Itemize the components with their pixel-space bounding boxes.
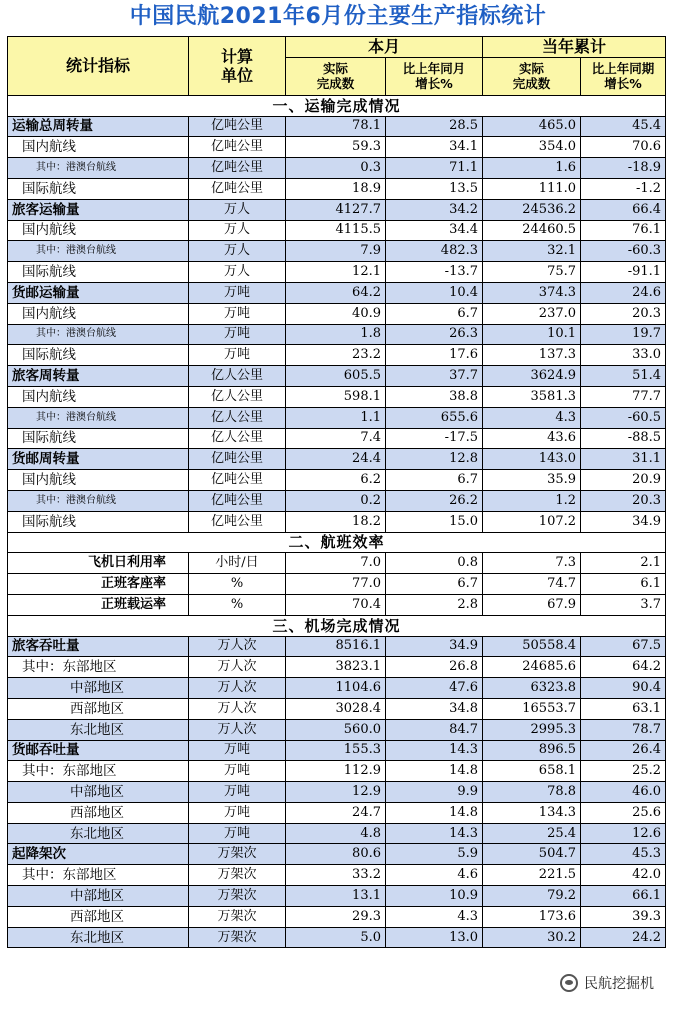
month-actual: 33.2: [286, 865, 386, 886]
table-row: [8, 574, 666, 595]
row-unit: %: [189, 574, 286, 595]
ytd-yoy: 66.4: [581, 199, 666, 220]
month-actual: 40.9: [286, 303, 386, 324]
row-label: 国内航线: [8, 220, 189, 241]
row-unit: 万人次: [189, 698, 286, 719]
row-unit: 万吨: [189, 345, 286, 366]
month-actual: 18.2: [286, 511, 386, 532]
row-label: 运输总周转量: [8, 116, 189, 137]
ytd-actual: 143.0: [483, 449, 581, 470]
ytd-yoy: 20.3: [581, 490, 666, 511]
month-actual: 5.0: [286, 927, 386, 948]
row-label: 其中：港澳台航线: [8, 158, 189, 179]
header-indicator: 统计指标: [8, 37, 189, 96]
ytd-yoy: -88.5: [581, 428, 666, 449]
ytd-yoy: 70.6: [581, 137, 666, 158]
month-yoy: 47.6: [386, 678, 483, 699]
ytd-yoy: 45.3: [581, 844, 666, 865]
ytd-yoy: 33.0: [581, 345, 666, 366]
ytd-actual: 4.3: [483, 407, 581, 428]
row-unit: 万吨: [189, 324, 286, 345]
month-actual: 24.4: [286, 449, 386, 470]
month-actual: 605.5: [286, 366, 386, 387]
row-unit: 亿吨公里: [189, 449, 286, 470]
ytd-actual: 896.5: [483, 740, 581, 761]
ytd-yoy: 67.5: [581, 636, 666, 657]
header-unit: [189, 37, 286, 96]
month-actual: 7.0: [286, 553, 386, 574]
ytd-yoy: 77.7: [581, 386, 666, 407]
ytd-actual: 107.2: [483, 511, 581, 532]
ytd-yoy: 46.0: [581, 782, 666, 803]
ytd-actual: 137.3: [483, 345, 581, 366]
month-yoy: 4.6: [386, 865, 483, 886]
row-label: 国际航线: [8, 428, 189, 449]
row-label: 旅客运输量: [8, 199, 189, 220]
table-row: [8, 657, 666, 678]
row-unit: 万吨: [189, 782, 286, 803]
row-label: 国内航线: [8, 303, 189, 324]
table-row: [8, 844, 666, 865]
month-yoy: 34.8: [386, 698, 483, 719]
row-unit: 万人次: [189, 719, 286, 740]
ytd-actual: 50558.4: [483, 636, 581, 657]
row-label: 国内航线: [8, 137, 189, 158]
table-row: [8, 511, 666, 532]
month-actual: 8516.1: [286, 636, 386, 657]
table-row: [8, 678, 666, 699]
ytd-actual: 24685.6: [483, 657, 581, 678]
month-yoy: 17.6: [386, 345, 483, 366]
ytd-yoy: 25.6: [581, 802, 666, 823]
month-actual: 12.9: [286, 782, 386, 803]
row-label: 国内航线: [8, 470, 189, 491]
row-unit: 万人次: [189, 657, 286, 678]
row-unit: 亿吨公里: [189, 470, 286, 491]
row-label: 国际航线: [8, 262, 189, 283]
row-label: 西部地区: [8, 906, 189, 927]
month-yoy: 4.3: [386, 906, 483, 927]
row-label: 国内航线: [8, 386, 189, 407]
row-label: 其中：港澳台航线: [8, 490, 189, 511]
row-label: 正班客座率: [8, 574, 189, 595]
table-row: [8, 116, 666, 137]
ytd-actual: 43.6: [483, 428, 581, 449]
table-row: [8, 158, 666, 179]
table-row: [8, 823, 666, 844]
row-unit: 万架次: [189, 844, 286, 865]
month-yoy: 6.7: [386, 574, 483, 595]
month-actual: 0.2: [286, 490, 386, 511]
row-unit: 万吨: [189, 802, 286, 823]
row-label: 货邮周转量: [8, 449, 189, 470]
month-yoy: 26.8: [386, 657, 483, 678]
ytd-yoy: 51.4: [581, 366, 666, 387]
ytd-actual: 173.6: [483, 906, 581, 927]
row-label: 西部地区: [8, 698, 189, 719]
header-ytd-yoy: [581, 57, 666, 95]
ytd-actual: 24460.5: [483, 220, 581, 241]
month-yoy: -17.5: [386, 428, 483, 449]
ytd-yoy: 19.7: [581, 324, 666, 345]
ytd-yoy: 64.2: [581, 657, 666, 678]
section-header: [8, 615, 666, 636]
row-label: 中部地区: [8, 678, 189, 699]
month-actual: 1.8: [286, 324, 386, 345]
row-unit: 万架次: [189, 865, 286, 886]
month-actual: 59.3: [286, 137, 386, 158]
table-row: [8, 470, 666, 491]
month-actual: 3823.1: [286, 657, 386, 678]
month-yoy: 15.0: [386, 511, 483, 532]
month-actual: 560.0: [286, 719, 386, 740]
header-month-yoy-line1: 比上年同月: [402, 61, 466, 77]
row-unit: 万人次: [189, 678, 286, 699]
row-unit: 万吨: [189, 282, 286, 303]
row-label: 旅客周转量: [8, 366, 189, 387]
row-unit: 万吨: [189, 761, 286, 782]
ytd-yoy: 24.2: [581, 927, 666, 948]
table-row: [8, 428, 666, 449]
row-unit: 万人: [189, 262, 286, 283]
header-ytd-actual-line1: 实际: [519, 61, 545, 77]
month-actual: 77.0: [286, 574, 386, 595]
month-yoy: 13.0: [386, 927, 483, 948]
row-label: 其中：东部地区: [8, 865, 189, 886]
ytd-actual: 658.1: [483, 761, 581, 782]
ytd-actual: 465.0: [483, 116, 581, 137]
ytd-actual: 79.2: [483, 886, 581, 907]
ytd-yoy: 26.4: [581, 740, 666, 761]
month-yoy: 26.2: [386, 490, 483, 511]
ytd-actual: 78.8: [483, 782, 581, 803]
ytd-yoy: 45.4: [581, 116, 666, 137]
header-ytd-yoy-line2: 增长%: [604, 76, 642, 92]
month-yoy: 37.7: [386, 366, 483, 387]
header-row-1: [8, 37, 666, 58]
table-row: [8, 449, 666, 470]
table-row: [8, 782, 666, 803]
section-title: 三、机场完成情况: [8, 615, 666, 636]
table-row: [8, 802, 666, 823]
month-yoy: 6.7: [386, 470, 483, 491]
table-row: [8, 282, 666, 303]
month-yoy: 26.3: [386, 324, 483, 345]
ytd-actual: 354.0: [483, 137, 581, 158]
row-unit: %: [189, 594, 286, 615]
ytd-yoy: 42.0: [581, 865, 666, 886]
row-unit: 万吨: [189, 740, 286, 761]
watermark: [556, 972, 658, 994]
row-label: 中部地区: [8, 886, 189, 907]
table-row: [8, 324, 666, 345]
ytd-yoy: 12.6: [581, 823, 666, 844]
row-unit: 万吨: [189, 823, 286, 844]
month-actual: 1.1: [286, 407, 386, 428]
table-row: [8, 719, 666, 740]
ytd-yoy: 90.4: [581, 678, 666, 699]
table-row: [8, 865, 666, 886]
ytd-actual: 504.7: [483, 844, 581, 865]
row-unit: 万架次: [189, 886, 286, 907]
row-unit: 亿吨公里: [189, 490, 286, 511]
ytd-yoy: 31.1: [581, 449, 666, 470]
month-actual: 78.1: [286, 116, 386, 137]
ytd-yoy: 66.1: [581, 886, 666, 907]
row-label: 东北地区: [8, 927, 189, 948]
row-label: 其中：港澳台航线: [8, 241, 189, 262]
ytd-yoy: 20.3: [581, 303, 666, 324]
month-actual: 23.2: [286, 345, 386, 366]
ytd-actual: 35.9: [483, 470, 581, 491]
section-title: 一、运输完成情况: [8, 95, 666, 116]
header-month: 本月: [286, 37, 483, 58]
month-actual: 4127.7: [286, 199, 386, 220]
table-row: [8, 698, 666, 719]
ytd-actual: 1.6: [483, 158, 581, 179]
section-title: 二、航班效率: [8, 532, 666, 553]
section-header: [8, 532, 666, 553]
row-label: 中部地区: [8, 782, 189, 803]
table-row: [8, 178, 666, 199]
ytd-yoy: -60.5: [581, 407, 666, 428]
row-label: 国际航线: [8, 178, 189, 199]
table-row: [8, 137, 666, 158]
ytd-actual: 24536.2: [483, 199, 581, 220]
month-actual: 80.6: [286, 844, 386, 865]
month-yoy: 34.4: [386, 220, 483, 241]
row-unit: 亿人公里: [189, 386, 286, 407]
row-label: 正班载运率: [8, 594, 189, 615]
ytd-actual: 134.3: [483, 802, 581, 823]
table-row: [8, 636, 666, 657]
month-yoy: 655.6: [386, 407, 483, 428]
month-yoy: -13.7: [386, 262, 483, 283]
ytd-yoy: 24.6: [581, 282, 666, 303]
month-actual: 6.2: [286, 470, 386, 491]
row-label: 国际航线: [8, 511, 189, 532]
ytd-actual: 7.3: [483, 553, 581, 574]
table-row: [8, 594, 666, 615]
table-row: [8, 220, 666, 241]
ytd-yoy: 25.2: [581, 761, 666, 782]
row-unit: 万架次: [189, 927, 286, 948]
month-actual: 24.7: [286, 802, 386, 823]
row-label: 起降架次: [8, 844, 189, 865]
ytd-actual: 111.0: [483, 178, 581, 199]
ytd-actual: 374.3: [483, 282, 581, 303]
month-actual: 112.9: [286, 761, 386, 782]
header-month-actual-line1: 实际: [322, 61, 348, 77]
row-unit: 万架次: [189, 906, 286, 927]
month-actual: 7.4: [286, 428, 386, 449]
ytd-actual: 74.7: [483, 574, 581, 595]
table-row: [8, 553, 666, 574]
row-label: 国际航线: [8, 345, 189, 366]
month-yoy: 34.9: [386, 636, 483, 657]
row-unit: 亿吨公里: [189, 158, 286, 179]
table-row: [8, 740, 666, 761]
header-ytd-actual-line2: 完成数: [512, 76, 551, 92]
row-label: 货邮运输量: [8, 282, 189, 303]
ytd-actual: 2995.3: [483, 719, 581, 740]
table-row: [8, 886, 666, 907]
table-row: [8, 366, 666, 387]
row-label: 货邮吞吐量: [8, 740, 189, 761]
ytd-yoy: 39.3: [581, 906, 666, 927]
month-yoy: 0.8: [386, 553, 483, 574]
section-header: [8, 95, 666, 116]
month-actual: 18.9: [286, 178, 386, 199]
header-month-yoy: [386, 57, 483, 95]
row-label: 其中：东部地区: [8, 657, 189, 678]
row-unit: 亿吨公里: [189, 511, 286, 532]
table-row: [8, 386, 666, 407]
month-yoy: 38.8: [386, 386, 483, 407]
row-unit: 亿人公里: [189, 428, 286, 449]
month-yoy: 14.3: [386, 740, 483, 761]
month-yoy: 5.9: [386, 844, 483, 865]
month-yoy: 9.9: [386, 782, 483, 803]
ytd-actual: 16553.7: [483, 698, 581, 719]
month-yoy: 84.7: [386, 719, 483, 740]
header-month-actual: [286, 57, 386, 95]
table-row: [8, 761, 666, 782]
ytd-yoy: 78.7: [581, 719, 666, 740]
ytd-yoy: 63.1: [581, 698, 666, 719]
month-actual: 29.3: [286, 906, 386, 927]
month-yoy: 34.1: [386, 137, 483, 158]
row-unit: 亿人公里: [189, 366, 286, 387]
ytd-actual: 237.0: [483, 303, 581, 324]
ytd-actual: 3624.9: [483, 366, 581, 387]
table-row: [8, 241, 666, 262]
header-month-actual-line2: 完成数: [316, 76, 355, 92]
ytd-actual: 75.7: [483, 262, 581, 283]
month-yoy: 14.8: [386, 802, 483, 823]
month-actual: 598.1: [286, 386, 386, 407]
table-row: [8, 303, 666, 324]
month-yoy: 14.3: [386, 823, 483, 844]
ytd-yoy: -91.1: [581, 262, 666, 283]
wechat-icon: [560, 974, 578, 992]
ytd-actual: 30.2: [483, 927, 581, 948]
row-label: 飞机日利用率: [8, 553, 189, 574]
row-unit: 亿吨公里: [189, 178, 286, 199]
month-actual: 155.3: [286, 740, 386, 761]
month-yoy: 14.8: [386, 761, 483, 782]
watermark-text: 民航挖掘机: [584, 976, 654, 992]
ytd-yoy: 76.1: [581, 220, 666, 241]
table-row: [8, 906, 666, 927]
table-row: [8, 262, 666, 283]
month-yoy: 482.3: [386, 241, 483, 262]
row-unit: 万人: [189, 241, 286, 262]
month-yoy: 2.8: [386, 594, 483, 615]
month-yoy: 12.8: [386, 449, 483, 470]
row-unit: 万人: [189, 220, 286, 241]
stats-table: [7, 36, 666, 948]
row-unit: 亿吨公里: [189, 116, 286, 137]
ytd-yoy: 34.9: [581, 511, 666, 532]
month-yoy: 6.7: [386, 303, 483, 324]
ytd-actual: 67.9: [483, 594, 581, 615]
header-unit-line1: 计算: [220, 46, 253, 66]
row-label: 西部地区: [8, 802, 189, 823]
ytd-yoy: 2.1: [581, 553, 666, 574]
month-yoy: 71.1: [386, 158, 483, 179]
ytd-actual: 6323.8: [483, 678, 581, 699]
table-row: [8, 407, 666, 428]
ytd-yoy: 20.9: [581, 470, 666, 491]
row-unit: 小时/日: [189, 553, 286, 574]
ytd-actual: 10.1: [483, 324, 581, 345]
header-ytd: 当年累计: [483, 37, 666, 58]
row-label: 其中：东部地区: [8, 761, 189, 782]
row-label: 东北地区: [8, 719, 189, 740]
row-unit: 万吨: [189, 303, 286, 324]
month-actual: 64.2: [286, 282, 386, 303]
month-actual: 0.3: [286, 158, 386, 179]
row-unit: 亿人公里: [189, 407, 286, 428]
ytd-yoy: 3.7: [581, 594, 666, 615]
header-ytd-yoy-line1: 比上年同期: [591, 61, 655, 77]
month-actual: 7.9: [286, 241, 386, 262]
table-row: [8, 345, 666, 366]
row-label: 东北地区: [8, 823, 189, 844]
ytd-yoy: -18.9: [581, 158, 666, 179]
ytd-actual: 3581.3: [483, 386, 581, 407]
month-yoy: 10.4: [386, 282, 483, 303]
row-label: 其中：港澳台航线: [8, 407, 189, 428]
ytd-actual: 32.1: [483, 241, 581, 262]
month-actual: 4.8: [286, 823, 386, 844]
table-row: [8, 199, 666, 220]
table-row: [8, 490, 666, 511]
month-yoy: 13.5: [386, 178, 483, 199]
row-unit: 万人次: [189, 636, 286, 657]
month-actual: 70.4: [286, 594, 386, 615]
row-label: 旅客吞吐量: [8, 636, 189, 657]
ytd-actual: 221.5: [483, 865, 581, 886]
month-actual: 13.1: [286, 886, 386, 907]
month-actual: 1104.6: [286, 678, 386, 699]
table-row: [8, 927, 666, 948]
month-yoy: 28.5: [386, 116, 483, 137]
month-actual: 12.1: [286, 262, 386, 283]
ytd-actual: 25.4: [483, 823, 581, 844]
month-yoy: 10.9: [386, 886, 483, 907]
header-ytd-actual: [483, 57, 581, 95]
row-unit: 万人: [189, 199, 286, 220]
header-month-yoy-line2: 增长%: [415, 76, 453, 92]
row-unit: 亿吨公里: [189, 137, 286, 158]
ytd-yoy: -60.3: [581, 241, 666, 262]
page-title: 中国民航2021年6月份主要生产指标统计: [129, 4, 547, 29]
month-actual: 3028.4: [286, 698, 386, 719]
ytd-yoy: -1.2: [581, 178, 666, 199]
ytd-actual: 1.2: [483, 490, 581, 511]
ytd-yoy: 6.1: [581, 574, 666, 595]
month-yoy: 34.2: [386, 199, 483, 220]
header-unit-line2: 单位: [220, 65, 253, 85]
month-actual: 4115.5: [286, 220, 386, 241]
row-label: 其中：港澳台航线: [8, 324, 189, 345]
